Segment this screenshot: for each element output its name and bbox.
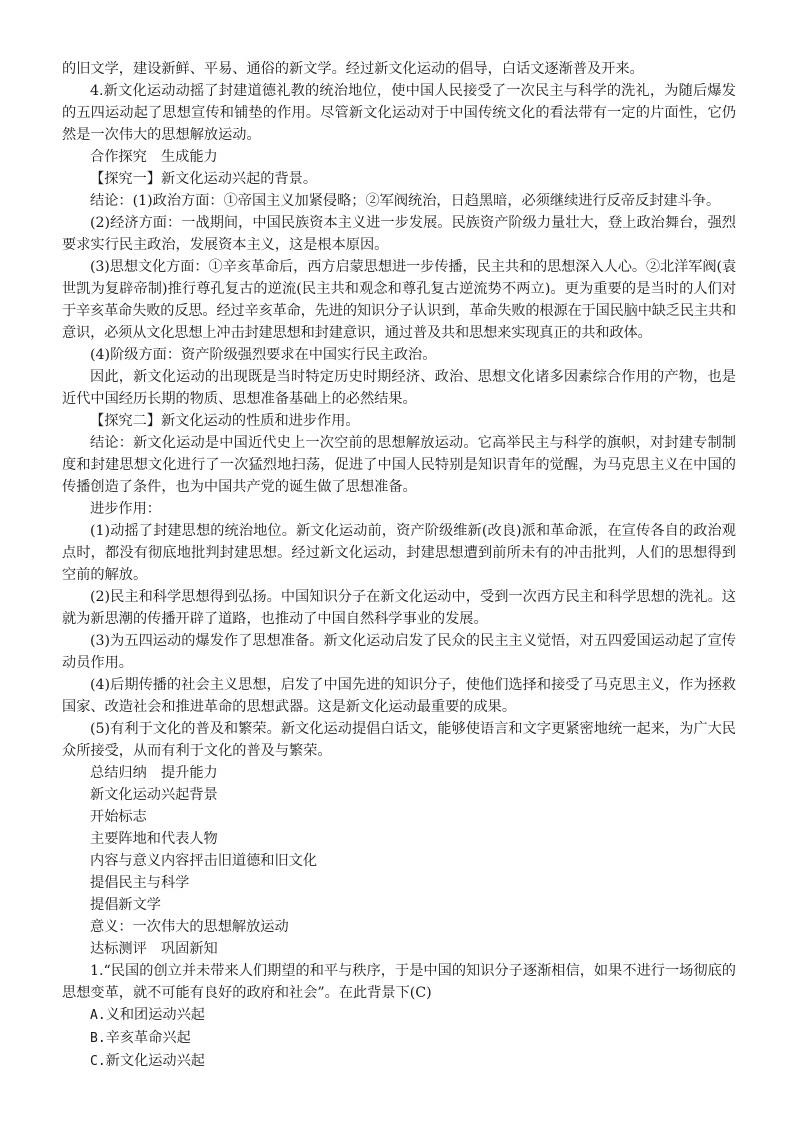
inquiry-1-cultural: (3)思想文化方面：①辛亥革命后，西方启蒙思想进一步传播，民主共和的思想深入人心。②北洋军阀(袁世凯为复辟帝制)推行尊孔复古的逆流(民主共和观念和尊孔复古逆流势不两立)。更为重要的是当时的人们对于辛亥革命失败的反思。经过辛亥革命，先进的知识分子认识到，革命失败的根源在于国民脑中缺乏民主共和意识，必须从文化思想上冲击封建思想和封建意识，通过普及共和思想来实现真正的共和政体。 — [62, 259, 736, 341]
inquiry-1-heading: 【探究一】新文化运动兴起的背景。 — [90, 171, 318, 187]
paragraph-point-4: 4.新文化运动动摇了封建道德礼教的统治地位，使中国人民接受了一次民主与科学的洗礼，为随后爆发的五四运动起了思想宣传和铺垫的作用。尽管新文化运动对于中国传统文化的看法带有一定的片面性，它仍然是一次伟大的思想解放运动。 — [62, 83, 736, 143]
summary-line-background: 新文化运动兴起背景 — [90, 787, 218, 803]
progress-heading: 进步作用： — [90, 501, 161, 517]
option-letter: B. — [90, 1031, 106, 1046]
progress-item-4: (4)后期传播的社会主义思想，启发了中国先进的知识分子，使他们选择和接受了马克思主义，作为拯救国家、改造社会和推进革命的思想武器。这是新文化运动最重要的成果。 — [62, 677, 736, 715]
summary-line-figures: 主要阵地和代表人物 — [90, 831, 218, 847]
summary-line-start: 开始标志 — [90, 809, 147, 825]
option-c — [62, 1050, 736, 1073]
document-body — [62, 58, 736, 1073]
option-text: 辛亥革命兴起 — [105, 1030, 191, 1046]
option-b — [62, 1027, 736, 1050]
option-letter: C. — [90, 1054, 106, 1069]
inquiry-1-class: (4)阶级方面：资产阶级强烈要求在中国实行民主政治。 — [90, 347, 437, 363]
summary-line-content: 内容与意义内容抨击旧道德和旧文化 — [90, 853, 318, 869]
option-text: 义和团运动兴起 — [105, 1007, 205, 1023]
summary-line-significance: 意义：一次伟大的思想解放运动 — [90, 919, 289, 935]
inquiry-2-heading: 【探究二】新文化运动的性质和进步作用。 — [90, 413, 360, 429]
option-a — [62, 1004, 736, 1027]
section-heading-assessment: 达标测评 巩固新知 — [90, 941, 218, 957]
section-heading-summary: 总结归纳 提升能力 — [90, 765, 218, 781]
inquiry-1-political: 结论：(1)政治方面：①帝国主义加紧侵略；②军阀统治，日趋黑暗，必须继续进行反帝反封建斗争。 — [90, 193, 721, 209]
progress-item-3: (3)为五四运动的爆发作了思想准备。新文化运动启发了民众的民主主义觉悟，对五四爱国运动起了宣传动员作用。 — [62, 633, 736, 671]
paragraph-continuation: 的旧文学，建设新鲜、平易、通俗的新文学。经过新文化运动的倡导，白话文逐渐普及开来。 — [62, 61, 644, 77]
inquiry-2-conclusion: 结论：新文化运动是中国近代史上一次空前的思想解放运动。它高举民主与科学的旗帜，对封建专制制度和封建思想文化进行了一次猛烈地扫荡，促进了中国人民特别是知识青年的觉醒，为马克思主义在中国的传播创造了条件，也为中国共产党的诞生做了思想准备。 — [62, 435, 736, 495]
option-text: 新文化运动兴起 — [105, 1053, 205, 1069]
section-heading-cooperative-inquiry: 合作探究 生成能力 — [90, 149, 218, 165]
progress-item-2: (2)民主和科学思想得到弘扬。中国知识分子在新文化运动中，受到一次西方民主和科学思想的洗礼。这就为新思潮的传播开辟了道路，也推动了中国自然科学事业的发展。 — [62, 589, 736, 627]
inquiry-1-economic: (2)经济方面：一战期间，中国民族资本主义进一步发展。民族资产阶级力量壮大，登上政治舞台，强烈要求实行民主政治，发展资本主义，这是根本原因。 — [62, 215, 736, 253]
summary-line-democracy: 提倡民主与科学 — [90, 875, 190, 891]
progress-item-5: (5)有利于文化的普及和繁荣。新文化运动提倡白话文，能够使语言和文字更紧密地统一起来，为广大民众所接受，从而有利于文化的普及与繁荣。 — [62, 721, 736, 759]
question-1-stem: 1.“民国的创立并未带来人们期望的和平与秩序，于是中国的知识分子逐渐相信，如果不进行一场彻底的思想变革，就不可能有良好的政府和社会”。在此背景下(C) — [62, 963, 736, 1001]
inquiry-1-conclusion: 因此，新文化运动的出现既是当时特定历史时期经济、政治、思想文化诸多因素综合作用的产物，也是近代中国经历长期的物质、思想准备基础上的必然结果。 — [62, 369, 736, 407]
option-letter: A. — [90, 1008, 106, 1023]
summary-line-new-literature: 提倡新文学 — [90, 897, 161, 913]
progress-item-1: (1)动摇了封建思想的统治地位。新文化运动前，资产阶级维新(改良)派和革命派，在宣传各自的政治观点时，都没有彻底地批判封建思想。经过新文化运动，封建思想遭到前所未有的冲击批判，人们的思想得到空前的解放。 — [62, 523, 736, 583]
